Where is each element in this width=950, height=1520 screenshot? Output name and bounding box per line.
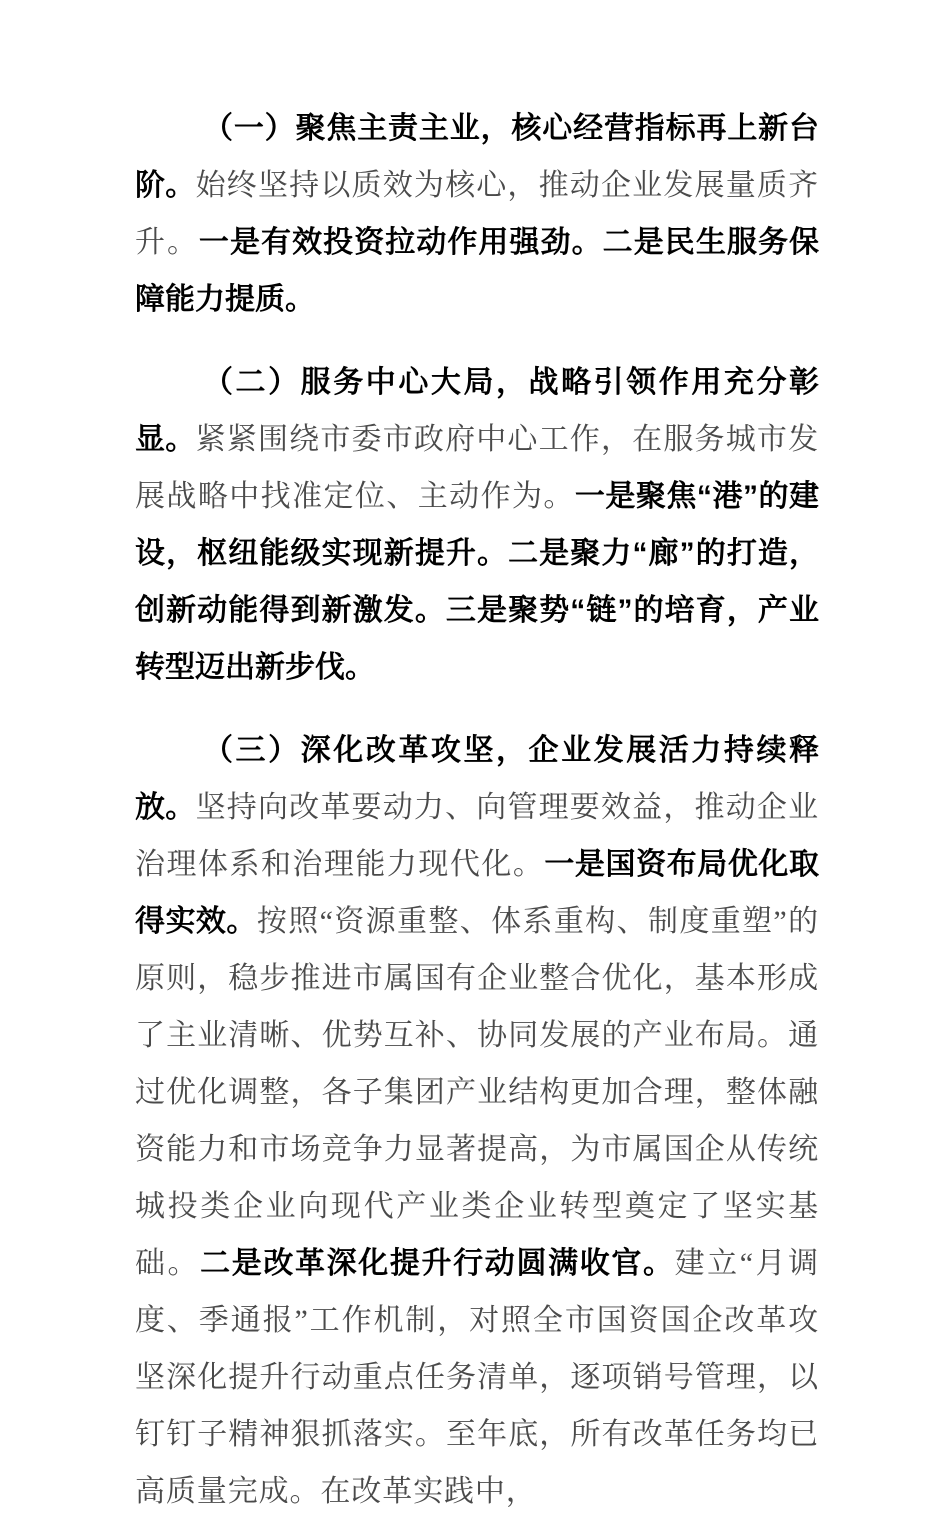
paragraph-section-3 [135,722,819,1520]
section-1-emphasis-1: 一是有效投资拉动作用强劲。二是民生服务保障能力提质。 [135,226,819,316]
section-3-emphasis-2: 二是改革深化提升行动圆满收官。 [200,1247,675,1280]
section-1-body-1: 始终坚持以质效为核心，推动企业发展量质齐升。 [135,169,820,259]
paragraph-section-2 [135,354,819,696]
section-3-body-1: 坚持向改革要动力、向管理要效益，推动企业治理体系和治理能力现代化。 [135,791,820,881]
section-1-heading: （一）聚焦主责主业，核心经营指标再上新台阶。 [135,112,819,202]
document-body [135,100,819,1520]
section-2-heading: （二）服务中心大局，战略引领作用充分彰显。 [135,366,819,456]
section-3-emphasis-1: 一是国资布局优化取得实效。 [135,848,819,938]
section-2-body-1: 紧紧围绕市委市政府中心工作，在服务城市发展战略中找准定位、主动作为。 [135,423,820,513]
section-3-body-3: 建立“月调度、季通报”工作机制，对照全市国资国企改革攻坚深化提升行动重点任务清单，逐项销号管理，以钉钉子精神狠抓落实。至年底，所有改革任务均已高质量完成。在改革实践中， [135,1247,819,1508]
section-2-emphasis-1: 一是聚焦“港”的建设，枢纽能级实现新提升。二是聚力“廊”的打造，创新动能得到新激发。三是聚势“链”的培育，产业转型迈出新步伐。 [135,480,820,684]
section-3-body-2: 按照“资源重整、体系重构、制度重塑”的原则，稳步推进市属国有企业整合优化，基本形成了主业清晰、优势互补、协同发展的产业布局。通过优化调整，各子集团产业结构更加合理，整体融资能力和市场竞争力显著提高，为市属国企从传统城投类企业向现代产业类企业转型奠定了坚实基础。 [135,905,820,1280]
section-3-heading: （三）深化改革攻坚，企业发展活力持续释放。 [135,734,819,824]
paragraph-section-1 [135,100,819,328]
